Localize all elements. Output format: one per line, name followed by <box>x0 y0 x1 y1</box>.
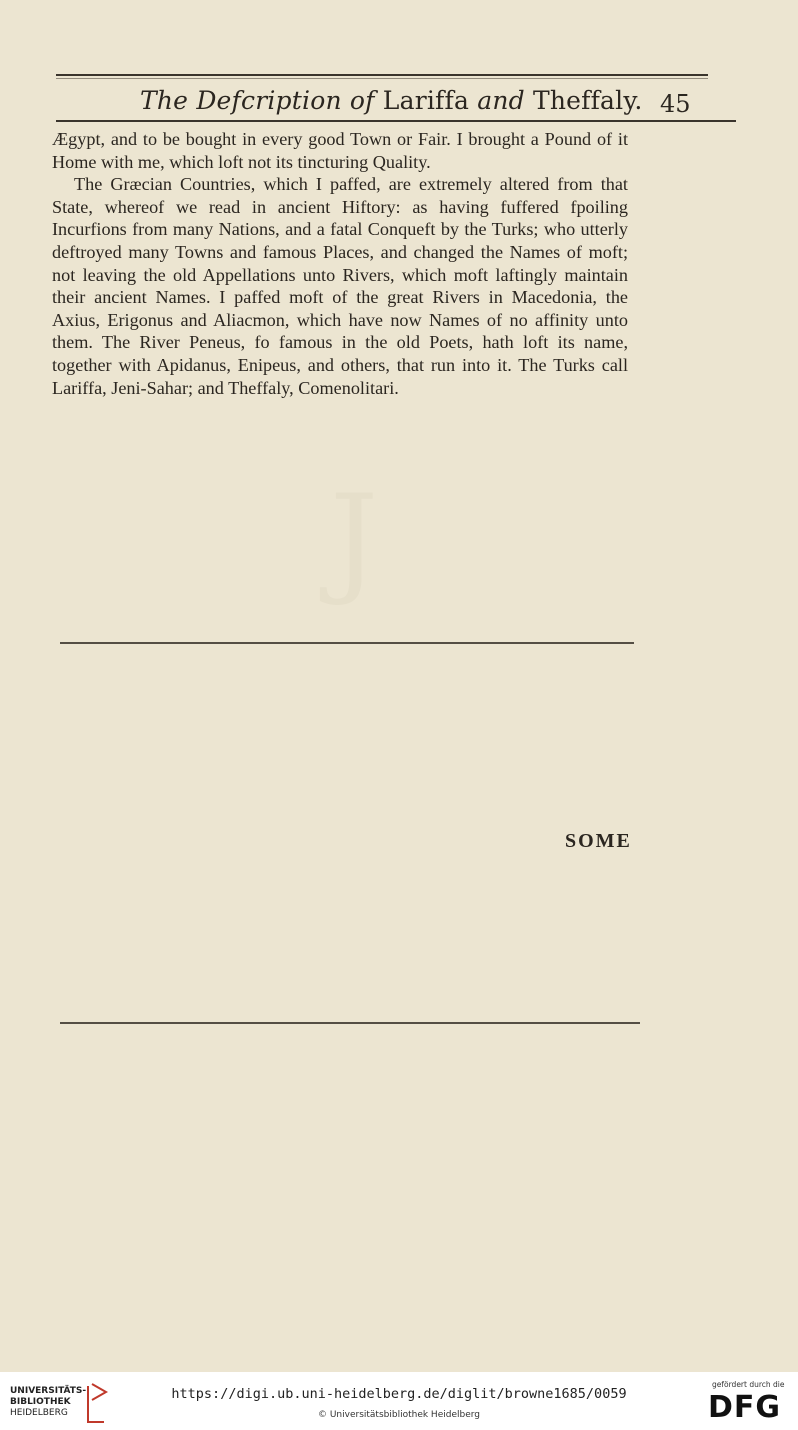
middle-rule <box>60 642 634 644</box>
header-title-and: and <box>477 86 525 115</box>
running-header <box>140 86 643 120</box>
library-line-2: BIBLIOTHEK <box>10 1397 71 1407</box>
bottom-rule <box>60 1022 640 1024</box>
catchword: SOME <box>565 830 632 852</box>
header-rule <box>56 120 736 122</box>
copyright-notice: © Universitätsbibliothek Heidelberg <box>317 1410 480 1420</box>
dfg-logo: DFG <box>708 1390 782 1425</box>
header-place-1: Lariffa <box>382 86 470 115</box>
top-rule <box>56 74 708 76</box>
paragraph-2: The Græcian Countries, which I paffed, are extremely altered from that State, whereof we read in ancient Hiftory: as having fuffered fpoiling Incurfions from many Nations, and a fatal Conqueft by the Turks; who utterly deftroyed many Towns and famous Places, and changed the Names of moft; not leaving the old Appellations unto Rivers, which moft laftingly maintain their ancient Names. I paffed moft of the great Rivers in Macedonia, the Axius, Erigonus and Aliacmon, which have now Names of no affinity unto them. The River Peneus, fo famous in the old Poets, hath loft its name, together with Apidanus, Enipeus, and others, that run into it. The Turks call Lariffa, Jeni-Sahar; and Theffaly, Comenolitari. <box>52 174 628 398</box>
header-place-2: Theffaly. <box>532 86 643 115</box>
viewer-footer <box>0 1372 798 1430</box>
header-title-part: The Defcription <box>140 86 342 115</box>
library-line-3: HEIDELBERG <box>10 1408 68 1418</box>
paragraph-1: Ægypt, and to be bought in every good Town or Fair. I brought a Pound of it Home with me, which loft not its tincturing Quality. <box>52 129 628 172</box>
funding-label: gefördert durch die <box>712 1380 785 1389</box>
top-rule-thin <box>56 78 708 79</box>
header-title-of: of <box>349 86 375 115</box>
library-line-1: UNIVERSITÄTS- <box>10 1386 87 1396</box>
body-text <box>52 128 628 399</box>
bleed-through: J <box>330 470 389 609</box>
page-number: 45 <box>660 90 691 118</box>
permalink-url[interactable]: https://digi.ub.uni-heidelberg.de/diglit/browne1685/0059 <box>171 1386 627 1402</box>
